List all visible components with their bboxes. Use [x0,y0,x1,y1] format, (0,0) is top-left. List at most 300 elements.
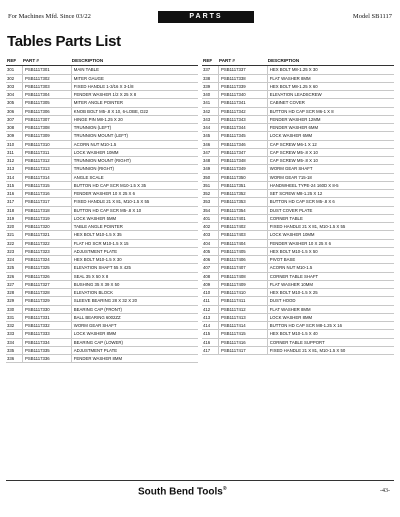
ref-cell: 325 [6,264,23,272]
table-row [202,82,394,90]
part-number-cell: PSB1117312 [23,157,72,165]
table-row [6,91,198,99]
ref-cell: 328 [6,289,23,297]
ref-cell: 333 [6,330,23,338]
parts-table-right-body [202,66,394,355]
table-row [202,190,394,198]
part-number-cell: PSB1117338 [219,74,268,82]
table-row [202,305,394,313]
description-cell: HEX BOLT M10-1.5 X 35 [72,231,198,239]
description-cell: TABLE ANGLE POINTER [72,223,198,231]
table-row [6,74,198,82]
ref-cell: 336 [6,355,23,363]
table-row [202,173,394,181]
ref-cell: 415 [202,330,219,338]
part-number-cell: PSB1117349 [219,165,268,173]
table-row [6,99,198,107]
table-row [202,214,394,222]
part-number-cell: PSB1117405 [219,247,268,255]
ref-cell: 409 [202,280,219,288]
part-number-cell: PSB1117346 [219,140,268,148]
description-cell: HEX BOLT M10-1.5 X 40 [268,330,394,338]
part-number-cell: PSB1117311 [23,148,72,156]
part-number-cell: PSB1117320 [23,223,72,231]
description-cell: FLAT HD SCR M10-1.5 X 15 [72,239,198,247]
ref-cell: 401 [202,214,219,222]
table-row [202,264,394,272]
ref-cell: 327 [6,280,23,288]
table-row [6,297,198,305]
description-cell: FLAT WASHER 8MM [268,305,394,313]
ref-cell: 342 [202,107,219,115]
description-cell: BUTTON HD CAP SCR M5-.8 X 10 [72,206,198,214]
part-number-cell: PSB1117351 [219,181,268,189]
table-row [6,140,198,148]
table-header-row [6,57,198,66]
table-row [202,74,394,82]
page-title: Tables Parts List [7,33,121,50]
table-row [6,181,198,189]
table-row [202,148,394,156]
table-row [202,206,394,214]
table-row [202,140,394,148]
description-cell: FENDER WASHER 12MM [268,115,394,123]
description-cell: FENDER WASHER 10 X 25 X 6 [268,239,394,247]
table-row [6,256,198,264]
trademark-mark: ® [222,486,227,492]
table-row [6,272,198,280]
description-cell: BALL BEARING 6002ZZ [72,313,198,321]
ref-cell: 346 [202,140,219,148]
description-cell: LOCK WASHER 6MM [268,132,394,140]
part-number-cell: PSB1117343 [219,115,268,123]
ref-cell: 408 [202,272,219,280]
table-row [202,124,394,132]
part-number-cell: PSB1117403 [219,231,268,239]
part-number-cell: PSB1117304 [23,91,72,99]
description-cell: CAP SCREW M5-.8 X 10 [268,148,394,156]
part-number-cell: PSB1117352 [219,190,268,198]
part-number-cell: PSB1117410 [219,289,268,297]
part-number-cell: PSB1117334 [23,338,72,346]
description-cell: CORNER TABLE SHAFT [268,272,394,280]
part-number-cell: PSB1117333 [23,330,72,338]
description-cell: ACORN NUT M10-1.5 [268,264,394,272]
table-row [6,313,198,321]
part-number-cell: PSB1117401 [219,214,268,222]
part-number-cell: PSB1117316 [23,190,72,198]
part-number-cell: PSB1117407 [219,264,268,272]
ref-cell: 311 [6,148,23,156]
ref-cell: 314 [6,173,23,181]
ref-cell: 304 [6,91,23,99]
description-cell: ADJUSTMENT PLATE [72,346,198,354]
description-cell: MITER GAUGE [72,74,198,82]
description-cell: DUST COVER PLATE [268,206,394,214]
description-cell: ELEVATION BLOCK [72,289,198,297]
part-number-cell: PSB1117406 [219,256,268,264]
ref-cell: 413 [202,313,219,321]
footer-divider [6,480,394,481]
description-cell: FIXED HANDLE 21 X 81, M10-1.5 X 55 [72,198,198,206]
ref-cell: 309 [6,132,23,140]
description-cell: SEAL 35 X 50 X 8 [72,272,198,280]
part-number-cell: PSB1117305 [23,99,72,107]
ref-cell: 350 [202,173,219,181]
table-row [6,165,198,173]
ref-cell: 320 [6,223,23,231]
table-row [202,280,394,288]
ref-cell: 317 [6,198,23,206]
table-row [6,305,198,313]
description-cell: TRUNNION MOUNT (LEFT) [72,132,198,140]
description-cell: ELEVATION SHAFT 55 X 425 [72,264,198,272]
table-row [202,256,394,264]
part-number-cell: PSB1117314 [23,173,72,181]
table-row [6,223,198,231]
page-number: -43- [380,488,390,494]
description-cell: MAIN TABLE [72,66,198,74]
description-cell: ADJUSTMENT PLATE [72,247,198,255]
part-number-cell: PSB1117350 [219,173,268,181]
table-row [6,206,198,214]
table-row [202,239,394,247]
description-cell: LOCK WASHER 10MM [268,231,394,239]
footer-brand [138,486,227,497]
description-cell: HEX BOLT M10-1.5 X 25 [268,289,394,297]
part-number-cell: PSB1117414 [219,322,268,330]
part-number-cell: PSB1117331 [23,313,72,321]
table-row [202,272,394,280]
description-cell: LOCK WASHER 8MM [268,313,394,321]
table-row [6,355,198,363]
table-row [202,322,394,330]
description-cell: TRUNNION MOUNT (RIGHT) [72,157,198,165]
ref-cell: 407 [202,264,219,272]
part-number-cell: PSB1117301 [23,66,72,74]
table-row [6,264,198,272]
ref-cell: 406 [202,256,219,264]
description-cell: CORNER TABLE [268,214,394,222]
part-number-cell: PSB1117413 [219,313,268,321]
table-row [6,330,198,338]
ref-cell: 344 [202,124,219,132]
ref-cell: 339 [202,82,219,90]
ref-cell: 345 [202,132,219,140]
part-number-cell: PSB1117318 [23,206,72,214]
part-number-cell: PSB1117408 [219,272,268,280]
description-cell: CAP SCREW M5-.8 X 10 [268,157,394,165]
table-row [6,115,198,123]
description-cell: ELEVATION LEADSCREW [268,91,394,99]
description-cell: LOCK WASHER 10MM [72,148,198,156]
description-cell: CORNER TABLE SUPPORT [268,338,394,346]
table-row [202,165,394,173]
table-row [6,124,198,132]
column-header-part: PART # [219,57,268,66]
part-number-cell: PSB1117402 [219,223,268,231]
ref-cell: 412 [202,305,219,313]
ref-cell: 316 [6,190,23,198]
table-row [6,157,198,165]
table-row [202,223,394,231]
parts-table-right [202,57,394,355]
part-number-cell: PSB1117302 [23,74,72,82]
ref-cell: 334 [6,338,23,346]
part-number-cell: PSB1117353 [219,198,268,206]
description-cell: WORM GEAR SHAFT [72,322,198,330]
description-cell: PIVOT BASE [268,256,394,264]
ref-cell: 324 [6,256,23,264]
description-cell: FIXED HANDLE 1-3/16 X 3-1/8 [72,82,198,90]
ref-cell: 302 [6,74,23,82]
table-row [202,132,394,140]
part-number-cell: PSB1117319 [23,214,72,222]
table-row [202,115,394,123]
description-cell: FENDER WASHER 10 X 25 X 6 [72,190,198,198]
parts-table-left-body [6,66,198,363]
description-cell: HINGE PIN M8-1.25 X 20 [72,115,198,123]
ref-cell: 403 [202,231,219,239]
ref-cell: 329 [6,297,23,305]
ref-cell: 343 [202,115,219,123]
ref-cell: 341 [202,99,219,107]
description-cell: BUTTON HD CAP SCR M8-1.25 X 16 [268,322,394,330]
table-row [6,247,198,255]
part-number-cell: PSB1117328 [23,289,72,297]
part-number-cell: PSB1117322 [23,239,72,247]
ref-cell: 417 [202,346,219,354]
description-cell: BEARING CAP (LOWER) [72,338,198,346]
parts-table-left [6,57,198,363]
description-cell: TRUNNION (RIGHT) [72,165,198,173]
part-number-cell: PSB1117332 [23,322,72,330]
description-cell: LOCK WASHER 8MM [72,330,198,338]
part-number-cell: PSB1117307 [23,115,72,123]
ref-cell: 301 [6,66,23,74]
description-cell: HANDWHEEL TYPE-24 160D X 8-5 [268,181,394,189]
part-number-cell: PSB1117335 [23,346,72,354]
ref-cell: 335 [6,346,23,354]
ref-cell: 319 [6,214,23,222]
part-number-cell: PSB1117341 [219,99,268,107]
description-cell: HEX BOLT M10-1.5 X 30 [72,256,198,264]
part-number-cell: PSB1117325 [23,264,72,272]
table-row [202,346,394,354]
part-number-cell: PSB1117306 [23,107,72,115]
table-row [6,82,198,90]
description-cell: BUTTON HD CAP SCR M10-1.5 X 35 [72,181,198,189]
ref-cell: 306 [6,107,23,115]
table-row [202,157,394,165]
ref-cell: 347 [202,148,219,156]
ref-cell: 337 [202,66,219,74]
description-cell: FIXED HANDLE 21 X 81, M10-1.5 X 55 [268,223,394,231]
description-cell: ANGLE SCALE [72,173,198,181]
ref-cell: 307 [6,115,23,123]
table-row [6,231,198,239]
ref-cell: 315 [6,181,23,189]
table-row [202,313,394,321]
ref-cell: 405 [202,247,219,255]
table-row [6,173,198,181]
part-number-cell: PSB1117347 [219,148,268,156]
ref-cell: 313 [6,165,23,173]
ref-cell: 321 [6,231,23,239]
column-header-description: DESCRIPTION [268,57,394,66]
column-header-description: DESCRIPTION [72,57,198,66]
part-number-cell: PSB1117327 [23,280,72,288]
ref-cell: 402 [202,223,219,231]
ref-cell: 416 [202,338,219,346]
table-row [6,66,198,74]
description-cell: BUSHING 35 X 39 X 50 [72,280,198,288]
part-number-cell: PSB1117354 [219,206,268,214]
table-row [6,190,198,198]
ref-cell: 303 [6,82,23,90]
table-row [202,297,394,305]
table-row [6,132,198,140]
table-row [202,66,394,74]
ref-cell: 331 [6,313,23,321]
table-header-row [202,57,394,66]
part-number-cell: PSB1117348 [219,157,268,165]
table-row [6,289,198,297]
table-row [202,231,394,239]
part-number-cell: PSB1117313 [23,165,72,173]
table-row [6,198,198,206]
part-number-cell: PSB1117342 [219,107,268,115]
table-row [202,99,394,107]
ref-cell: 338 [202,74,219,82]
ref-cell: 308 [6,124,23,132]
ref-cell: 305 [6,99,23,107]
table-row [202,330,394,338]
part-number-cell: PSB1117310 [23,140,72,148]
description-cell: BEARING CAP (FRONT) [72,305,198,313]
table-row [6,322,198,330]
ref-cell: 332 [6,322,23,330]
part-number-cell: PSB1117309 [23,132,72,140]
description-cell: CABINET COVER [268,99,394,107]
ref-cell: 411 [202,297,219,305]
table-row [6,214,198,222]
description-cell: WORM GEAR SHAFT [268,165,394,173]
description-cell: HEX BOLT M8-1.25 X 60 [268,82,394,90]
ref-cell: 349 [202,165,219,173]
part-number-cell: PSB1117336 [23,355,72,363]
table-row [202,247,394,255]
part-number-cell: PSB1117326 [23,272,72,280]
part-number-cell: PSB1117411 [219,297,268,305]
header-machines-date: For Machines Mfd. Since 03/22 [8,13,91,20]
description-cell: SET SCREW M8-1.25 X 12 [268,190,394,198]
ref-cell: 353 [202,198,219,206]
ref-cell: 352 [202,190,219,198]
table-row [202,338,394,346]
part-number-cell: PSB1117337 [219,66,268,74]
ref-cell: 340 [202,91,219,99]
ref-cell: 404 [202,239,219,247]
table-row [6,346,198,354]
ref-cell: 348 [202,157,219,165]
table-row [202,107,394,115]
description-cell: SLEEVE BEARING 28 X 32 X 20 [72,297,198,305]
ref-cell: 326 [6,272,23,280]
description-cell: ACORN NUT M10-1.5 [72,140,198,148]
table-row [6,338,198,346]
table-row [6,148,198,156]
description-cell: MITER ANGLE POINTER [72,99,198,107]
description-cell: CAP SCREW M6-1 X 12 [268,140,394,148]
ref-cell: 318 [6,206,23,214]
description-cell: FLAT WASHER 8MM [268,74,394,82]
description-cell: WORM GEAR 715-18 [268,173,394,181]
part-number-cell: PSB1117416 [219,338,268,346]
part-number-cell: PSB1117308 [23,124,72,132]
part-number-cell: PSB1117324 [23,256,72,264]
part-number-cell: PSB1117330 [23,305,72,313]
header-section-label: PARTS [158,11,254,23]
table-row [202,198,394,206]
description-cell: DUST HOOD [268,297,394,305]
part-number-cell: PSB1117412 [219,305,268,313]
table-row [202,181,394,189]
part-number-cell: PSB1117415 [219,330,268,338]
part-number-cell: PSB1117315 [23,181,72,189]
header-model: Model SB1117 [352,13,392,20]
ref-cell: 330 [6,305,23,313]
part-number-cell: PSB1117323 [23,247,72,255]
description-cell: LOCK WASHER 5MM [72,214,198,222]
part-number-cell: PSB1117339 [219,82,268,90]
part-number-cell: PSB1117317 [23,198,72,206]
description-cell: BUTTON HD CAP SCR M5-.8 X 6 [268,198,394,206]
description-cell: FENDER WASHER 8MM [72,355,198,363]
description-cell: HEX BOLT M10-1.5 X 50 [268,247,394,255]
description-cell: BUTTON HD CAP SCR M6-1 X 8 [268,107,394,115]
part-number-cell: PSB1117303 [23,82,72,90]
part-number-cell: PSB1117329 [23,297,72,305]
ref-cell: 414 [202,322,219,330]
part-number-cell: PSB1117417 [219,346,268,354]
description-cell: FENDER WASHER 6MM [268,124,394,132]
description-cell: KNOB BOLT M5-.8 X 10, 6-LOBE, D22 [72,107,198,115]
ref-cell: 310 [6,140,23,148]
column-header-ref: REF [202,57,219,66]
part-number-cell: PSB1117344 [219,124,268,132]
part-number-cell: PSB1117340 [219,91,268,99]
part-number-cell: PSB1117345 [219,132,268,140]
brand-name: South Bend Tools [138,486,223,498]
description-cell: FENDER WASHER 1/2 X 25 X 8 [72,91,198,99]
ref-cell: 322 [6,239,23,247]
ref-cell: 410 [202,289,219,297]
table-row [6,239,198,247]
column-header-ref: REF [6,57,23,66]
part-number-cell: PSB1117321 [23,231,72,239]
part-number-cell: PSB1117404 [219,239,268,247]
part-number-cell: PSB1117409 [219,280,268,288]
ref-cell: 312 [6,157,23,165]
table-row [6,280,198,288]
ref-cell: 354 [202,206,219,214]
table-row [202,91,394,99]
column-header-part: PART # [23,57,72,66]
description-cell: TRUNNION (LEFT) [72,124,198,132]
table-row [202,289,394,297]
ref-cell: 351 [202,181,219,189]
